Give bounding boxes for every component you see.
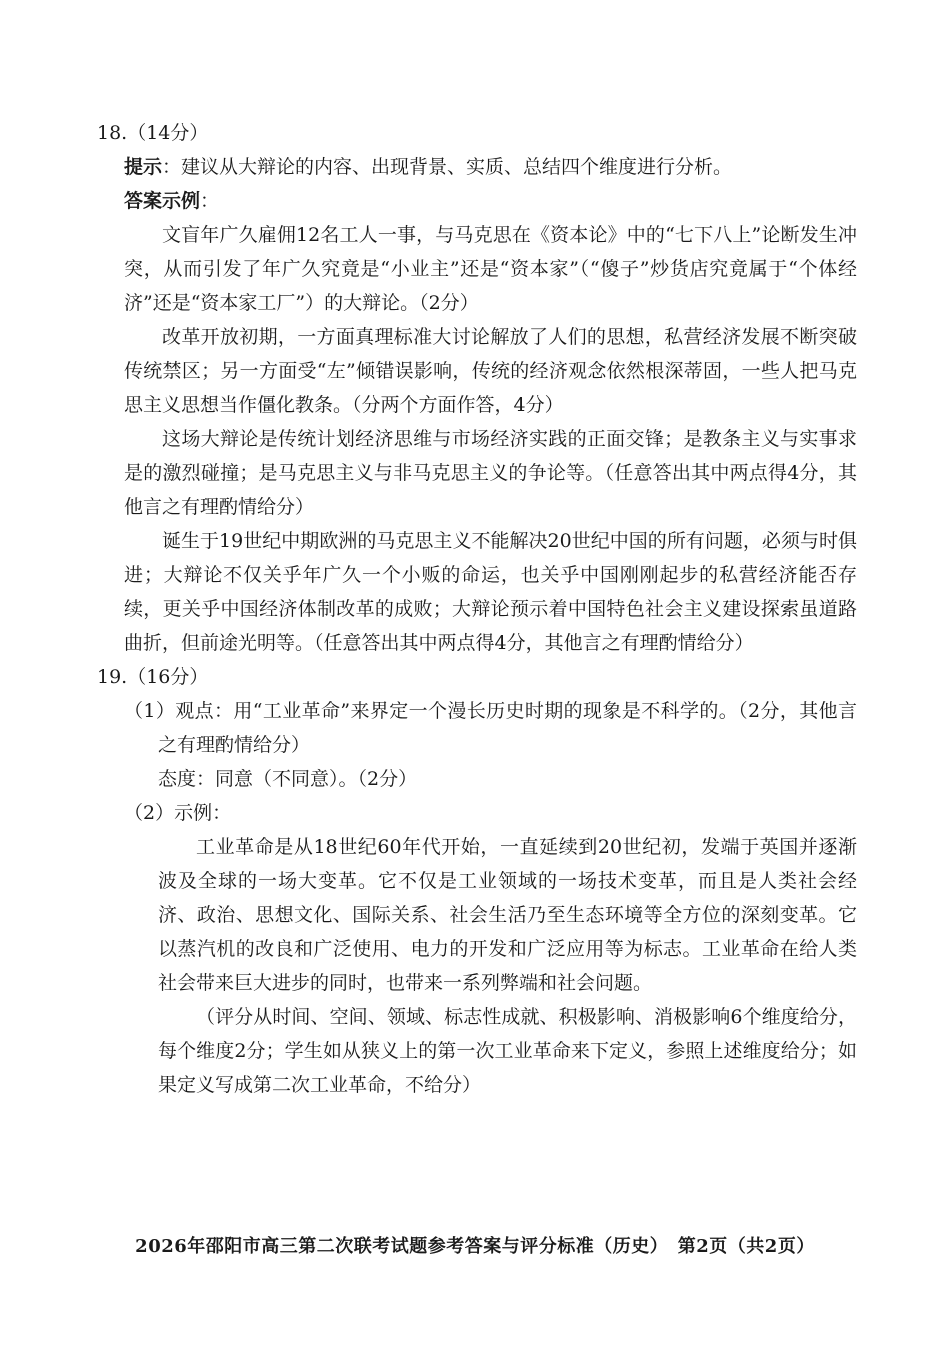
- q19-part-2-paragraph-2: （评分从时间、空间、领域、标志性成就、积极影响、消极影响6个维度给分，每个维度2分；学生如从狭义上的第一次工业革命来下定义，参照上述维度给分；如果定义写成第二次工业革命，不给分）: [158, 1006, 857, 1096]
- answer-example-label: [124, 184, 857, 218]
- q18-paragraph-2: 改革开放初期，一方面真理标准大讨论解放了人们的思想，私营经济发展不断突破传统禁区；另一方面受“左”倾错误影响，传统的经济观念依然根深蒂固，一些人把马克思主义思想当作僵化教条。（分两个方面作答，4分）: [124, 326, 857, 416]
- page-footer: 2026年邵阳市高三第二次联考试题参考答案与评分标准（历史） 第2页（共2页）: [135, 1236, 815, 1257]
- hint-text: ：建议从大辩论的内容、出现背景、实质、总结四个维度进行分析。: [162, 156, 733, 178]
- hint-label: 提示: [124, 156, 163, 178]
- q18-paragraph-3: 这场大辩论是传统计划经济思维与市场经济实践的正面交锋；是教条主义与实事求是的激烈碰撞；是马克思主义与非马克思主义的争论等。（任意答出其中两点得4分，其他言之有理酌情给分）: [124, 428, 857, 518]
- question-18-header: 18.（14分）: [97, 122, 209, 144]
- q18-paragraph-4: 诞生于19世纪中期欧洲的马克思主义不能解决20世纪中国的所有问题，必须与时俱进；大辩论不仅关乎年广久一个小贩的命运，也关乎中国刚刚起步的私营经济能否存续，更关乎中国经济体制改革的成败；大辩论预示着中国特色社会主义建设探索虽道路曲折，但前途光明等。（任意答出其中两点得4分，其他言之有理酌情给分）: [124, 530, 857, 654]
- page-content: [97, 116, 857, 1102]
- answer-label-colon: ：: [200, 190, 220, 212]
- q19-part-2-label: （2）示例：: [124, 802, 232, 824]
- answer-label-text: 答案示例: [124, 190, 201, 212]
- question-18: [97, 116, 857, 660]
- q19-part-1-attitude: 态度：同意（不同意）。（2分）: [158, 768, 418, 790]
- question-19: [97, 660, 857, 1102]
- question-18-hint: [124, 150, 857, 184]
- q19-part-2-paragraph-1: 工业革命是从18世纪60年代开始，一直延续到20世纪初，发端于英国并逐渐波及全球的一场大变革。它不仅是工业领域的一场技术变革，而且是人类社会经济、政治、思想文化、国际关系、社会生活乃至生态环境等全方位的深刻变革。它以蒸汽机的改良和广泛使用、电力的开发和广泛应用等为标志。工业革命在给人类社会带来巨大进步的同时，也带来一系列弊端和社会问题。: [158, 836, 857, 994]
- q19-part-1: （1）观点：用“工业革命”来界定一个漫长历史时期的现象是不科学的。（2分，其他言之有理酌情给分）: [124, 700, 857, 756]
- question-19-header: 19.（16分）: [97, 666, 209, 688]
- q18-paragraph-1: 文盲年广久雇佣12名工人一事，与马克思在《资本论》中的“七下八上”论断发生冲突，从而引发了年广久究竟是“小业主”还是“资本家”（“傻子”炒货店究竟属于“个体经济”还是“资本家工厂”）的大辩论。（2分）: [124, 224, 857, 314]
